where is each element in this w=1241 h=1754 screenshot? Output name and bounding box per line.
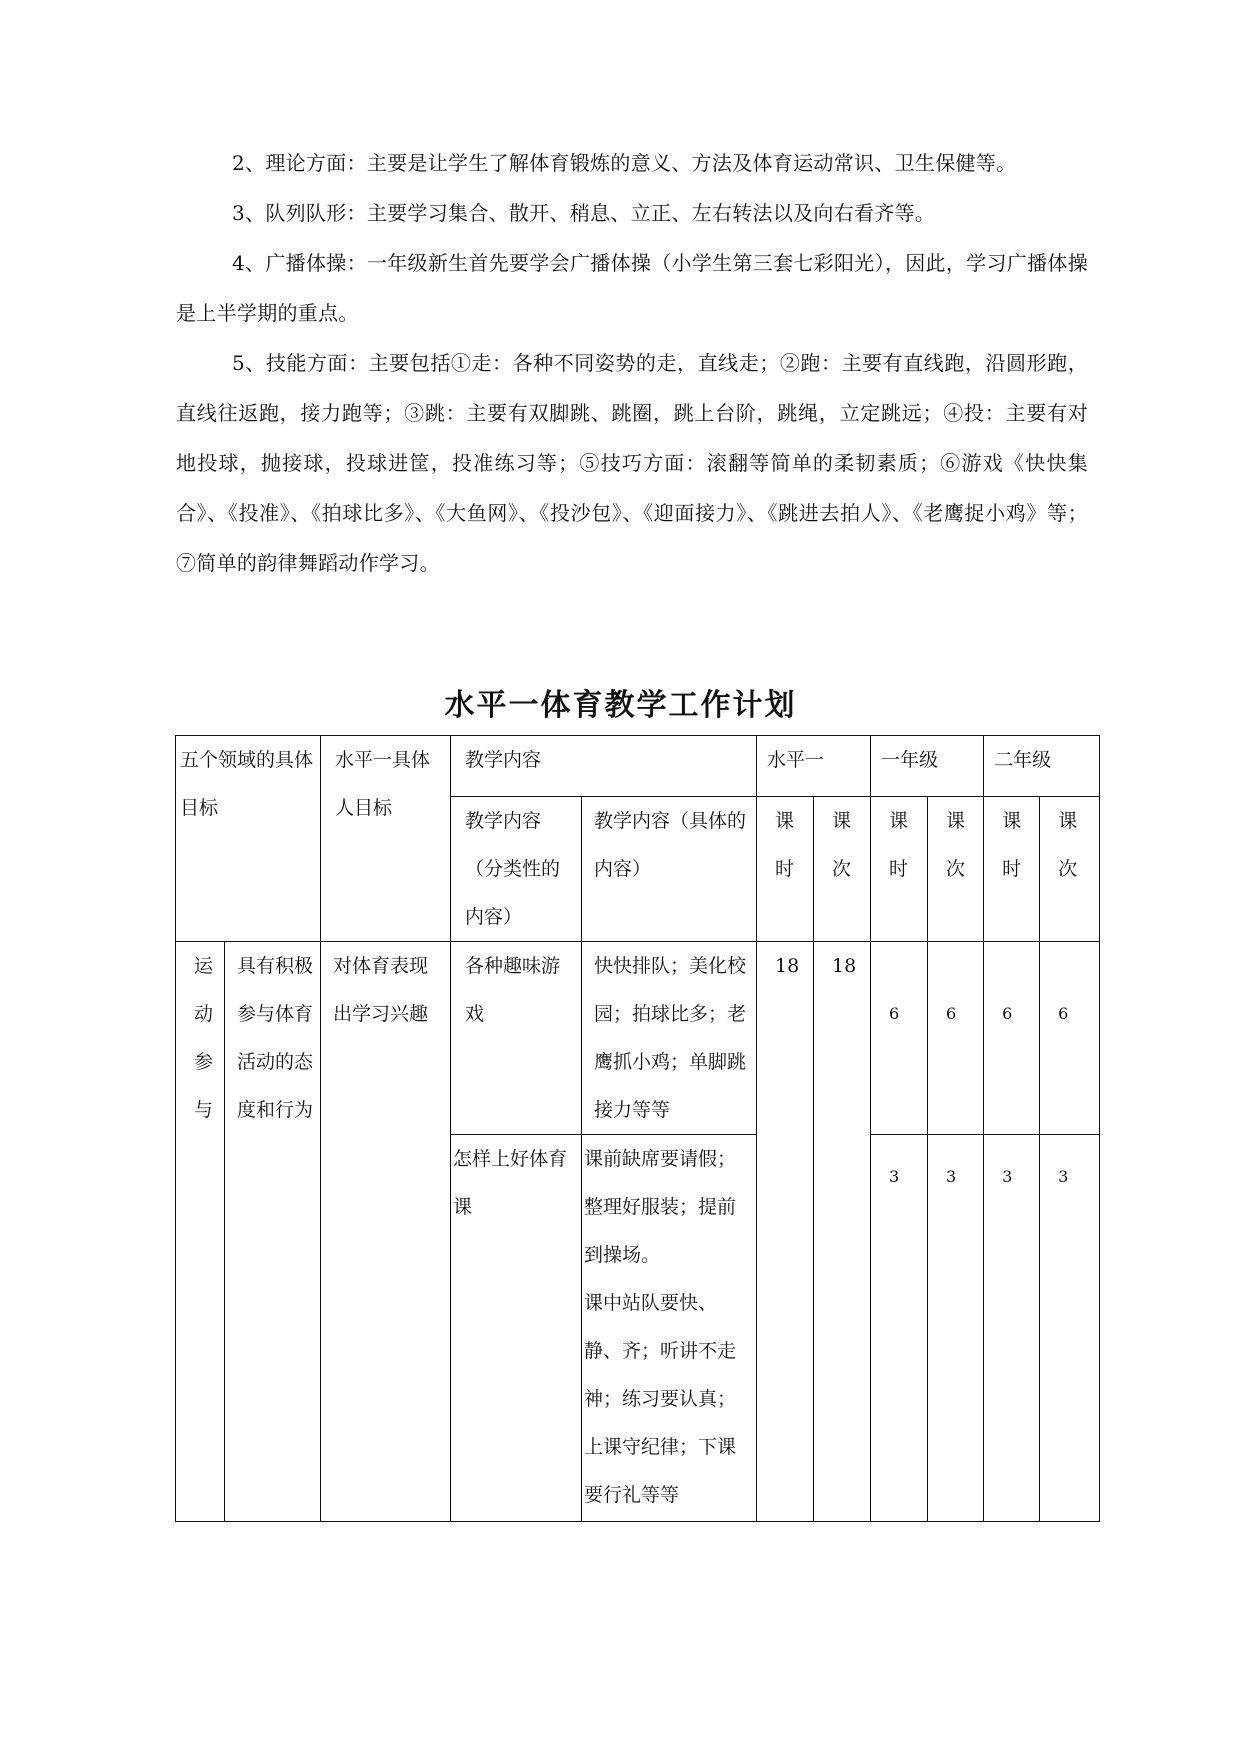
table-title: 水平一体育教学工作计划 bbox=[444, 688, 797, 723]
header-level-goal: 水平一具体人目标 bbox=[321, 736, 451, 942]
level-hours-cell: 18 bbox=[757, 942, 814, 1522]
table-row bbox=[176, 942, 1100, 1135]
content-category-cell: 各种趣味游戏 bbox=[451, 942, 582, 1135]
header-g1-times: 课次 bbox=[928, 797, 984, 942]
header-content: 教学内容 bbox=[451, 736, 757, 797]
content-specific-before-class: 课前缺席要请假；整理好服装；提前到操场。 bbox=[584, 1148, 737, 1266]
teaching-plan-table bbox=[175, 735, 1100, 1522]
header-g2-times: 课次 bbox=[1040, 797, 1100, 942]
level-times-cell: 18 bbox=[814, 942, 871, 1522]
header-g2-hours: 课时 bbox=[984, 797, 1040, 942]
table-header-row-1 bbox=[176, 736, 1100, 797]
header-g1-hours: 课时 bbox=[871, 797, 928, 942]
header-level-times: 课次 bbox=[814, 797, 871, 942]
paragraph-skills: 5、技能方面：主要包括①走：各种不同姿势的走，直线走；②跑：主要有直线跑，沿圆形跑，直线往返跑，接力跑等；③跳：主要有双脚跳、跳圈，跳上台阶，跳绳，立定跳远；④投：主要有对地投球，抛接球，投球进筐，投准练习等；⑤技巧方面：滚翻等简单的柔韧素质；⑥游戏《快快集合》、《投准》、《拍球比多》、《大鱼网》、《投沙包》、《迎面接力》、《跳进去拍人》、《老鹰捉小鸡》等；⑦简单的韵律舞蹈动作学习。 bbox=[176, 351, 1088, 575]
g1-hours-cell: 3 bbox=[871, 1135, 928, 1522]
content-category-cell: 怎样上好体育课 bbox=[451, 1135, 582, 1522]
header-content-category: 教学内容（分类性的内容） bbox=[451, 797, 582, 942]
content-specific-cell: 快快排队；美化校园；拍球比多；老鹰抓小鸡；单脚跳接力等等 bbox=[582, 942, 757, 1135]
body-text bbox=[176, 138, 1088, 588]
content-specific-during-class: 课中站队要快、静、齐；听讲不走神；练习要认真；上课守纪律；下课要行礼等等 bbox=[584, 1292, 737, 1506]
header-five-domains: 五个领域的具体目标 bbox=[176, 736, 321, 942]
paragraph-broadcast-exercise: 4、广播体操：一年级新生首先要学会广播体操（小学生第三套七彩阳光），因此，学习广播体操是上半学期的重点。 bbox=[176, 251, 1088, 325]
g1-times-cell: 3 bbox=[928, 1135, 984, 1522]
g2-hours-cell: 3 bbox=[984, 1135, 1040, 1522]
header-grade1: 一年级 bbox=[871, 736, 984, 797]
g1-times-cell: 6 bbox=[928, 942, 984, 1135]
header-level-hours: 课时 bbox=[757, 797, 814, 942]
domain-cell: 运动参与 bbox=[176, 942, 225, 1522]
g2-times-cell: 3 bbox=[1040, 1135, 1100, 1522]
content-specific-cell bbox=[582, 1135, 757, 1522]
header-level: 水平一 bbox=[757, 736, 871, 797]
g2-hours-cell: 6 bbox=[984, 942, 1040, 1135]
header-content-specific: 教学内容（具体的内容） bbox=[582, 797, 757, 942]
domain-goal-cell: 具有积极参与体育活动的态度和行为 bbox=[225, 942, 321, 1522]
header-grade2: 二年级 bbox=[984, 736, 1100, 797]
paragraph-formation: 3、队列队形：主要学习集合、散开、稍息、立正、左右转法以及向右看齐等。 bbox=[232, 201, 936, 225]
paragraph-theory: 2、理论方面：主要是让学生了解体育锻炼的意义、方法及体育运动常识、卫生保健等。 bbox=[232, 151, 1017, 175]
g1-hours-cell: 6 bbox=[871, 942, 928, 1135]
level-goal-cell: 对体育表现出学习兴趣 bbox=[321, 942, 451, 1522]
g2-times-cell: 6 bbox=[1040, 942, 1100, 1135]
